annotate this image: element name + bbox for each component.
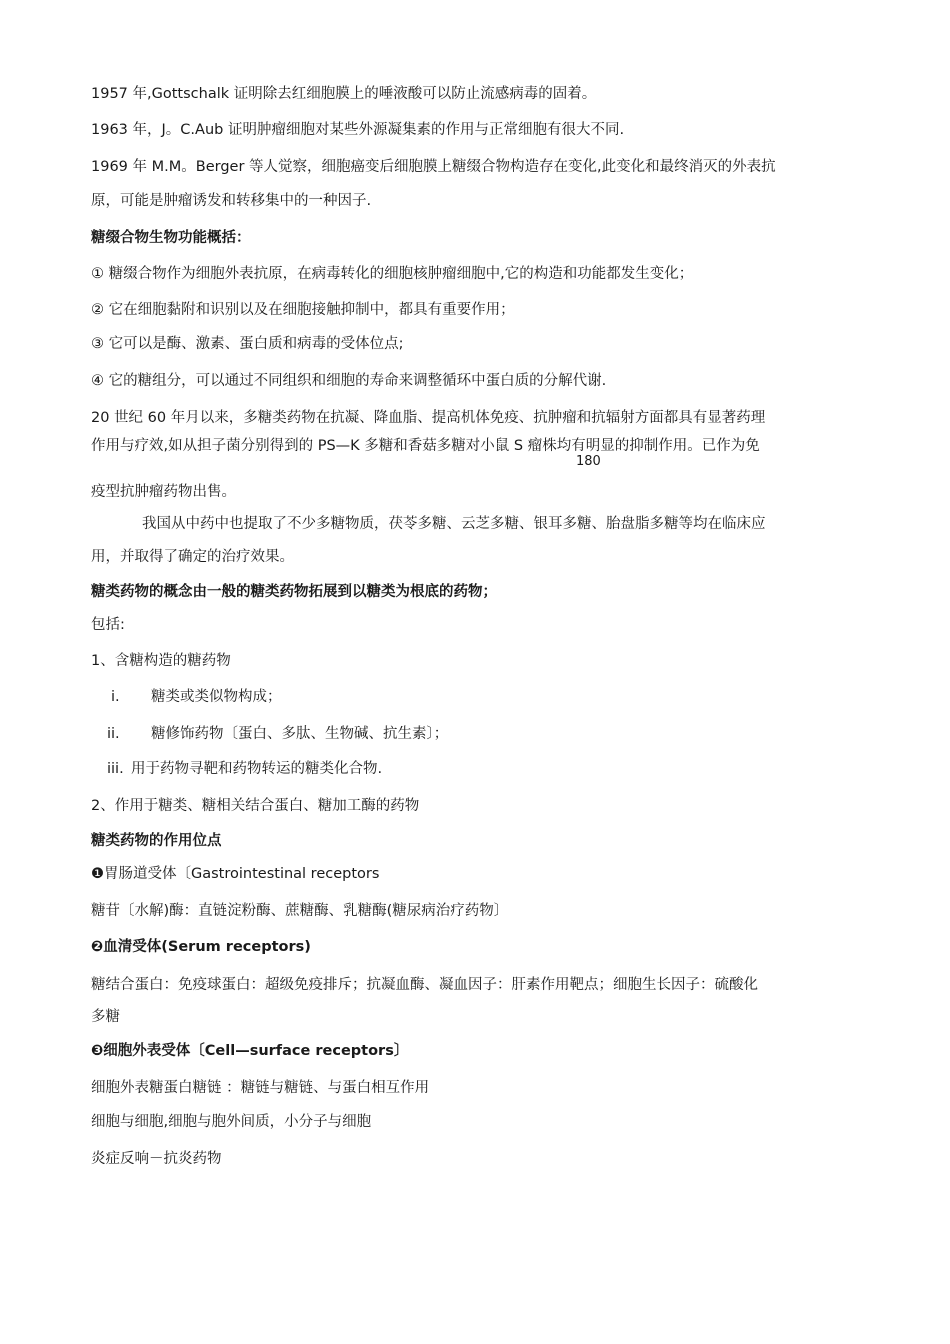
functions-heading: 糖缀合物生物功能概括： bbox=[91, 230, 251, 246]
sub-item-i-number: i. bbox=[111, 689, 120, 705]
history-1957: 1957 年,Gottschalk 证明除去红细胞膜上的唾液酸可以防止流感病毒的固着。 bbox=[91, 86, 597, 102]
sub-item-i-text: 糖类或类似物构成； bbox=[151, 689, 282, 705]
history-1963: 1963 年，J。C.Aub 证明肿瘤细胞对某些外源凝集素的作用与正常细胞有很大不同. bbox=[91, 122, 625, 138]
concept-group-1: 1、含糖构造的糖药物 bbox=[91, 653, 231, 669]
cell-surface-receptors-title: ❸细胞外表受体〔Cell—surface receptors〕 bbox=[91, 1043, 409, 1059]
china-line1: 我国从中药中也提取了不少多糖物质，茯苓多糖、云芝多糖、银耳多糖、胎盘脂多糖等均在临床应 bbox=[142, 516, 766, 532]
cell-surface-line2: 细胞与细胞,细胞与胞外间质，小分子与细胞 bbox=[91, 1114, 372, 1130]
sub-item-ii-text: 糖修饰药物〔蛋白、多肽、生物碱、抗生素〕； bbox=[151, 726, 449, 742]
polysaccharide-subscript: 180 bbox=[576, 454, 601, 469]
polysaccharide-line3: 疫型抗肿瘤药物出售。 bbox=[91, 484, 236, 500]
sub-item-iii bbox=[107, 759, 382, 779]
history-1969-line1: 1969 年 M.M。Berger 等人觉察，细胞癌变后细胞膜上糖缀合物构造存在变化,此变化和最终消灭的外表抗 bbox=[91, 159, 776, 175]
function-item-3: ③ 它可以是酶、激素、蛋白质和病毒的受体位点; bbox=[91, 336, 404, 352]
polysaccharide-line1: 20 世纪 60 年月以来，多糖类药物在抗凝、降血脂、提高机体免疫、抗肿瘤和抗辐射方面都具有显著药理 bbox=[91, 410, 766, 426]
cell-surface-line1: 细胞外表糖蛋白糖链 ：糖链与糖链、与蛋白相互作用 bbox=[91, 1080, 430, 1096]
concept-includes: 包括: bbox=[91, 617, 125, 633]
history-1969-line2: 原，可能是肿瘤诱发和转移集中的一种因子. bbox=[91, 193, 372, 209]
serum-receptors-line2: 多糖 bbox=[91, 1009, 120, 1025]
function-item-1: ① 糖缀合物作为细胞外表抗原，在病毒转化的细胞核肿瘤细胞中,它的构造和功能都发生变化； bbox=[91, 266, 694, 282]
polysaccharide-line2: 作用与疗效,如从担子菌分别得到的 PS—K 多糖和香菇多糖对小鼠 S 瘤株均有明显的抑制作用。已作为免 bbox=[91, 438, 760, 454]
china-line2: 用，并取得了确定的治疗效果。 bbox=[91, 549, 294, 565]
serum-receptors-line1: 糖结合蛋白：免疫球蛋白：超级免疫排斥；抗凝血酶、凝血因子：肝素作用靶点；细胞生长因子：硫酸化 bbox=[91, 977, 758, 993]
sub-item-ii bbox=[107, 724, 448, 744]
gi-receptors-desc: 糖苷〔水解)酶：直链淀粉酶、蔗糖酶、乳糖酶(糖尿病治疗药物〕 bbox=[91, 903, 509, 919]
sub-item-i bbox=[111, 687, 282, 707]
sub-item-ii-number: ii. bbox=[107, 726, 120, 742]
sub-item-iii-number: iii. bbox=[107, 761, 124, 777]
targets-heading: 糖类药物的作用位点 bbox=[91, 833, 222, 849]
concept-group-2: 2、作用于糖类、糖相关结合蛋白、糖加工酶的药物 bbox=[91, 798, 420, 814]
serum-receptors-title: ❷血清受体(Serum receptors) bbox=[91, 939, 311, 955]
cell-surface-line3: 炎症反响－抗炎药物 bbox=[91, 1151, 222, 1167]
gi-receptors-title: ❶胃肠道受体〔Gastrointestinal receptors bbox=[91, 866, 380, 882]
sub-item-iii-text: 用于药物寻靶和药物转运的糖类化合物. bbox=[131, 761, 383, 777]
function-item-4: ④ 它的糖组分，可以通过不同组织和细胞的寿命来调整循环中蛋白质的分解代谢. bbox=[91, 373, 607, 389]
concept-heading: 糖类药物的概念由一般的糖类药物拓展到以糖类为根底的药物； bbox=[91, 584, 497, 600]
function-item-2: ② 它在细胞黏附和识别以及在细胞接触抑制中，都具有重要作用； bbox=[91, 302, 515, 318]
